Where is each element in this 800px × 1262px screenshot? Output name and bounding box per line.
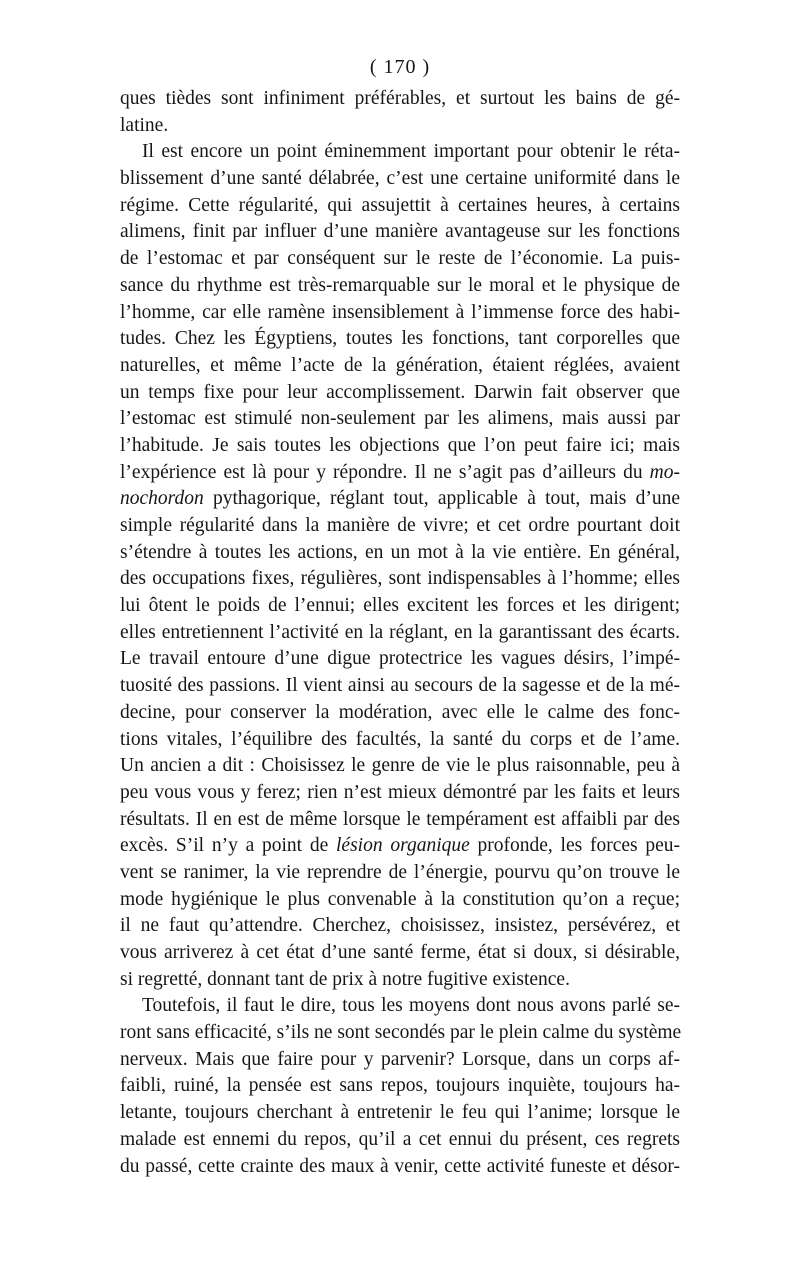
text-segment: faibli, ruiné, la pensée est sans repos, toujours inquiète, toujours ha- xyxy=(120,1075,680,1097)
text-segment: résultats. Il en est de même lorsque le tempérament est affaibli par des xyxy=(120,808,680,830)
text-line xyxy=(120,113,680,140)
text-segment: Le travail entoure d’une digue protectrice les vagues désirs, l’impé- xyxy=(120,648,680,670)
text-segment: tions vitales, l’équilibre des facultés, la santé du corps et de l’ame. xyxy=(120,728,680,750)
text-segment: alimens, finit par influer d’une manière avantageuse sur les fonctions xyxy=(120,221,680,243)
text-line xyxy=(120,620,680,647)
text-line xyxy=(120,166,680,193)
text-segment: tuosité des passions. Il vient ainsi au secours de la sagesse et de la mé- xyxy=(120,675,680,697)
page-number: ( 170 ) xyxy=(369,56,431,78)
text-segment: ques tièdes sont infiniment préférables, et surtout les bains de gé- xyxy=(120,88,680,109)
text-segment: des occupations fixes, régulières, sont indispensables à l’homme; elles xyxy=(120,568,680,590)
text-segment: lui ôtent le poids de l’ennui; elles excitent les forces et les dirigent; xyxy=(120,595,680,617)
text-segment: latine. xyxy=(120,114,169,136)
text-line xyxy=(120,593,680,620)
italic-text: nochordon xyxy=(120,488,204,510)
text-segment: Toutefois, il faut le dire, tous les moyens dont nous avons parlé se- xyxy=(142,995,680,1017)
text-line xyxy=(120,807,680,834)
text-segment: excès. S’il n’y a point de xyxy=(120,835,336,857)
text-segment: Il est encore un point éminemment important pour obtenir le réta- xyxy=(142,141,680,163)
text-line xyxy=(120,139,680,166)
text-segment: si regretté, donnant tant de prix à notre fugitive existence. xyxy=(120,968,570,990)
text-segment: tudes. Chez les Égyptiens, toutes les fonctions, tant corporelles que xyxy=(120,328,680,350)
text-line xyxy=(120,673,680,700)
text-line xyxy=(120,940,680,967)
text-line xyxy=(120,1127,680,1154)
text-segment: l’estomac est stimulé non-seulement par les alimens, mais aussi par xyxy=(120,408,680,430)
italic-text: mo- xyxy=(649,461,680,483)
text-segment: régime. Cette régularité, qui assujettit à certaines heures, à certains xyxy=(120,194,680,216)
text-segment: naturelles, et même l’acte de la génération, étaient réglées, avaient xyxy=(120,354,680,376)
text-segment: pythagorique, réglant tout, applicable à tout, mais d’une xyxy=(203,488,680,510)
text-line xyxy=(120,406,680,433)
text-line xyxy=(120,700,680,727)
text-line xyxy=(120,353,680,380)
text-segment: l’homme, car elle ramène insensiblement à l’immense force des habi- xyxy=(120,301,680,323)
text-segment: elles entretiennent l’activité en la réglant, en la garantissant des écarts. xyxy=(120,621,680,643)
text-line xyxy=(120,1047,680,1074)
text-line xyxy=(120,433,680,460)
text-segment: il ne faut qu’attendre. Cherchez, choisissez, insistez, persévérez, et xyxy=(120,915,680,937)
text-segment: de l’estomac et par conséquent sur le reste de l’économie. La puis- xyxy=(120,248,680,270)
text-segment: vent se ranimer, la vie reprendre de l’énergie, pourvu qu’on trouve le xyxy=(120,861,680,883)
text-line xyxy=(120,1154,680,1181)
text-line xyxy=(120,300,680,327)
text-line xyxy=(120,913,680,940)
text-segment: un temps fixe pour leur accomplissement. Darwin fait observer que xyxy=(120,381,680,403)
text-line xyxy=(120,273,680,300)
text-line xyxy=(120,1020,680,1047)
text-segment: vous arriverez à cet état d’une santé ferme, état si doux, si désirable, xyxy=(120,942,680,963)
text-segment: l’habitude. Je sais toutes les objections que l’on peut faire ici; mais xyxy=(120,434,680,456)
text-line xyxy=(120,380,680,407)
text-line xyxy=(120,193,680,220)
text-line xyxy=(120,513,680,540)
text-line xyxy=(120,1100,680,1127)
text-line xyxy=(120,566,680,593)
text-line xyxy=(120,246,680,273)
text-segment: peu vous vous y ferez; rien n’est mieux démontré par les faits et leurs xyxy=(120,781,680,803)
text-line xyxy=(120,993,680,1020)
text-line xyxy=(120,646,680,673)
text-line xyxy=(120,219,680,246)
text-segment: ront sans efficacité, s’ils ne sont secondés par le plein calme du système xyxy=(120,1022,682,1044)
text-line xyxy=(120,486,680,513)
text-segment: du passé, cette crainte des maux à venir, cette activité funeste et désor- xyxy=(120,1155,680,1177)
text-segment: sance du rhythme est très-remarquable sur le moral et le physique de xyxy=(120,274,680,296)
text-line xyxy=(120,460,680,487)
text-line xyxy=(120,833,680,860)
text-segment: malade est ennemi du repos, qu’il a cet ennui du présent, ces regrets xyxy=(120,1128,680,1150)
text-segment: blissement d’une santé délabrée, c’est une certaine uniformité dans le xyxy=(120,168,680,190)
text-line xyxy=(120,860,680,887)
text-segment: Un ancien a dit : Choisissez le genre de vie le plus raisonnable, peu à xyxy=(120,755,680,777)
text-line xyxy=(120,326,680,353)
text-line xyxy=(120,727,680,754)
text-line xyxy=(120,887,680,914)
text-segment: nerveux. Mais que faire pour y parvenir? Lorsque, dans un corps af- xyxy=(120,1048,680,1070)
text-segment: s’étendre à toutes les actions, en un mot à la vie entière. En général, xyxy=(120,541,680,563)
body-text xyxy=(120,86,680,1180)
text-line xyxy=(120,753,680,780)
italic-text: lésion organique xyxy=(336,835,470,857)
text-segment: l’expérience est là pour y répondre. Il ne s’agit pas d’ailleurs du xyxy=(120,461,650,483)
text-line xyxy=(120,780,680,807)
text-segment: profonde, les forces peu- xyxy=(469,835,680,857)
text-segment: simple régularité dans la manière de vivre; et cet ordre pourtant doit xyxy=(120,515,680,536)
text-segment: mode hygiénique le plus convenable à la constitution qu’on a reçue; xyxy=(120,888,680,910)
text-line xyxy=(120,967,680,994)
text-line xyxy=(120,86,680,113)
text-segment: letante, toujours cherchant à entretenir le feu qui l’anime; lorsque le xyxy=(120,1102,680,1124)
text-segment: decine, pour conserver la modération, avec elle le calme des fonc- xyxy=(120,701,680,723)
text-line xyxy=(120,1073,680,1100)
text-line xyxy=(120,540,680,567)
